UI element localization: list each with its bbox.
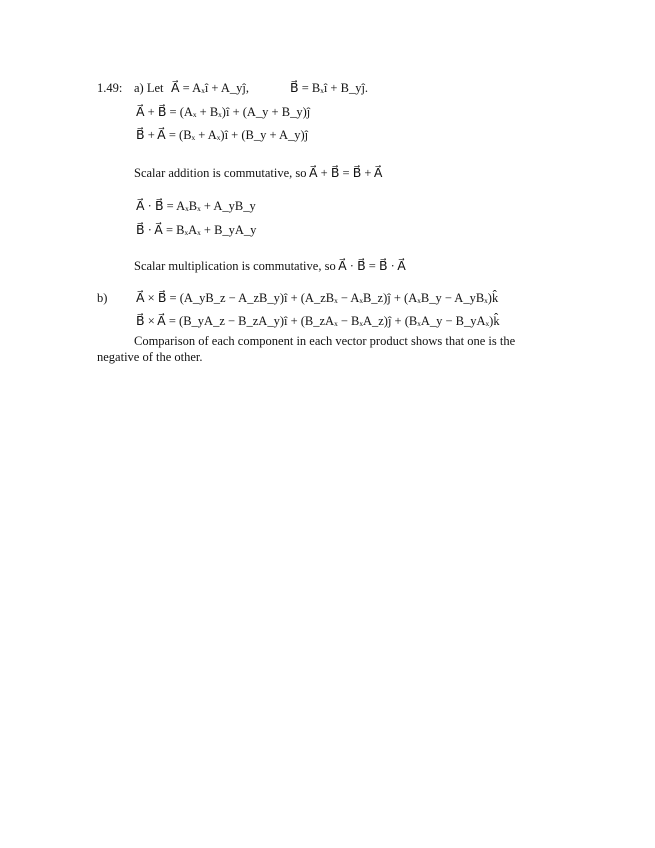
problem-number: 1.49: [97, 81, 123, 95]
equation-cross-ab: A⃗ × B⃗ = (A_yB_z − A_zB_y)î + (A_zBₓ − AₓB_z)ĵ + (AₓB_y − A_yBₓ)k̂ [136, 291, 499, 305]
definition-b: B⃗ = Bₓî + B_yĵ. [290, 81, 369, 95]
equation-sum-ab: A⃗ + B⃗ = (Aₓ + Bₓ)î + (A_y + B_y)ĵ [136, 105, 311, 119]
conclusion-text: Comparison of each component in each vector product shows that one is the negative of the other. [97, 334, 516, 364]
multiplication-note: Scalar multiplication is commutative, so A⃗ · B⃗ = B⃗ · A⃗ [134, 259, 406, 273]
equation-sum-ba: B⃗ + A⃗ = (Bₓ + Aₓ)î + (B_y + A_y)ĵ [136, 128, 309, 142]
addition-note: Scalar addition is commutative, so A⃗ + B⃗ = B⃗ + A⃗ [134, 166, 383, 180]
equation-dot-ab: A⃗ · B⃗ = AₓBₓ + A_yB_y [136, 199, 256, 213]
equation-dot-ba: B⃗ · A⃗ = BₓAₓ + B_yA_y [136, 223, 257, 237]
equation-cross-ba: B⃗ × A⃗ = (B_yA_z − B_zA_y)î + (B_zAₓ − BₓA_z)ĵ + (BₓA_y − B_yAₓ)k̂ [136, 314, 500, 328]
part-b-label: b) [97, 291, 108, 305]
definition-a: A⃗ = Aₓî + A_yĵ, [171, 81, 250, 95]
part-a-intro: a) Let [134, 81, 164, 95]
